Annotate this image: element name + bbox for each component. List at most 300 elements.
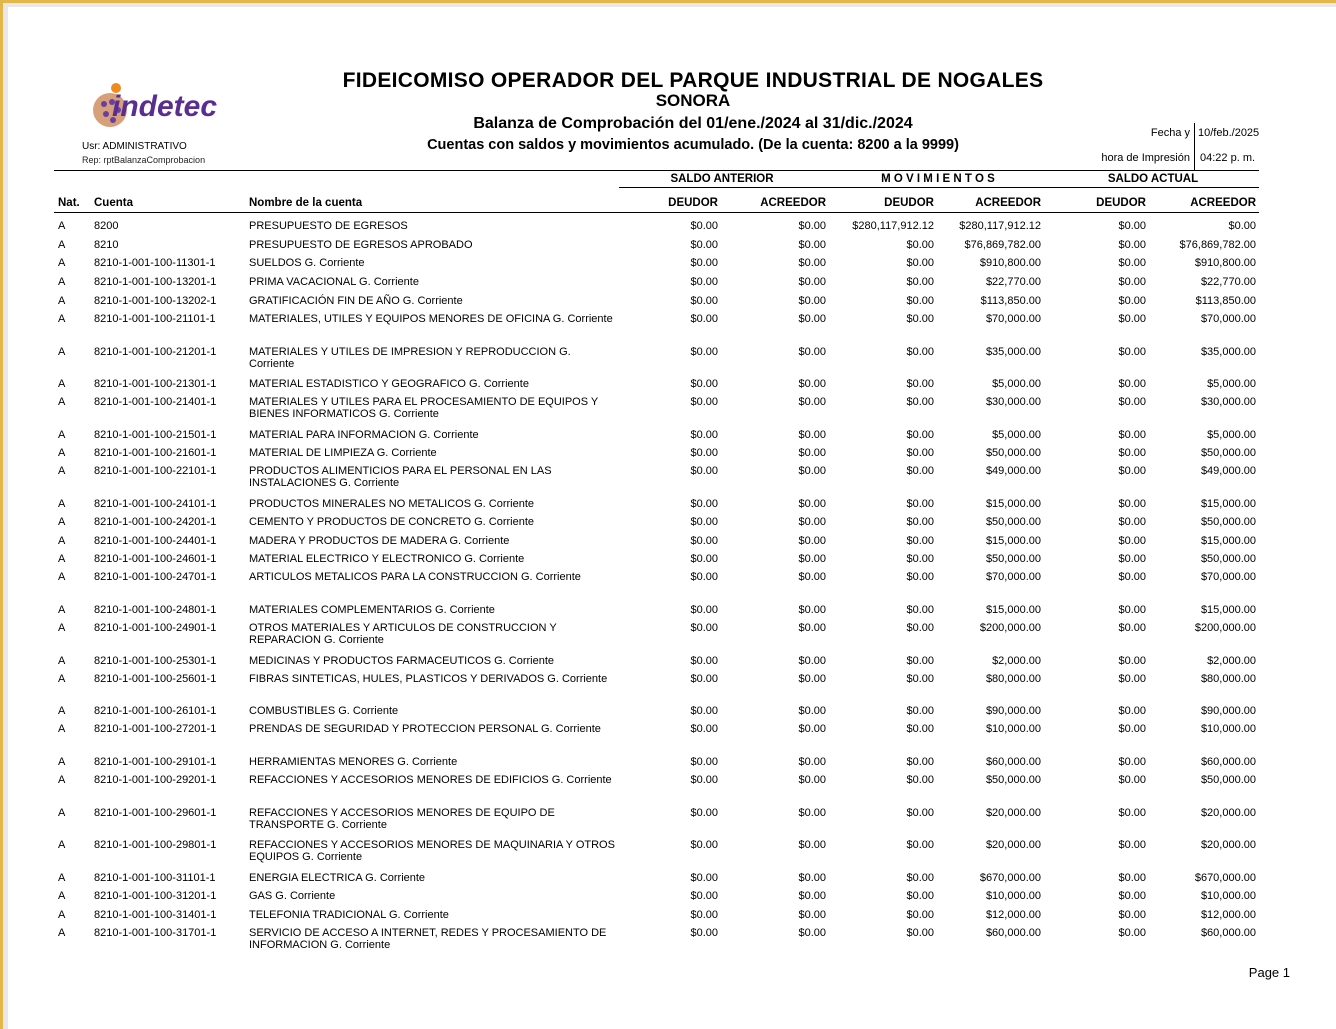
row-saldo-anterior-acreedor: $0.00: [798, 872, 826, 884]
row-saldo-actual-acreedor: $30,000.00: [1200, 396, 1256, 408]
row-nombre: TELEFONIA TRADICIONAL G. Corriente: [249, 909, 449, 921]
row-cuenta: 8210-1-001-100-27201-1: [94, 723, 217, 735]
row-movimientos-acreedor: $35,000.00: [985, 346, 1041, 358]
row-movimientos-deudor: $0.00: [906, 890, 934, 902]
row-saldo-anterior-acreedor: $0.00: [798, 516, 826, 528]
row-nat: A: [58, 396, 66, 408]
row-saldo-anterior-deudor: $0.00: [690, 396, 718, 408]
row-nat: A: [58, 295, 66, 307]
row-saldo-actual-acreedor: $15,000.00: [1200, 604, 1256, 616]
row-nombre: GAS G. Corriente: [249, 890, 336, 902]
row-cuenta: 8210-1-001-100-24101-1: [94, 498, 217, 510]
row-movimientos-deudor: $0.00: [906, 553, 934, 565]
row-nat: A: [58, 220, 66, 232]
row-saldo-anterior-deudor: $0.00: [690, 673, 718, 685]
row-movimientos-deudor: $0.00: [906, 807, 934, 819]
row-cuenta: 8210-1-001-100-24201-1: [94, 516, 217, 528]
row-saldo-anterior-acreedor: $0.00: [798, 220, 826, 232]
print-time: 04:22 p. m.: [1200, 152, 1256, 164]
row-nat: A: [58, 705, 66, 717]
row-saldo-anterior-acreedor: $0.00: [798, 909, 826, 921]
row-movimientos-acreedor: $280,117,912.12: [959, 220, 1041, 232]
row-nat: A: [58, 604, 66, 616]
row-saldo-actual-deudor: $0.00: [1118, 465, 1146, 477]
row-nombre: PRODUCTOS MINERALES NO METALICOS G. Corriente: [249, 498, 535, 510]
row-saldo-actual-deudor: $0.00: [1118, 839, 1146, 851]
row-saldo-anterior-deudor: $0.00: [690, 553, 718, 565]
row-saldo-actual-acreedor: $22,770.00: [1200, 276, 1256, 288]
page-number: Page 1: [1248, 965, 1290, 980]
row-saldo-anterior-acreedor: $0.00: [798, 465, 826, 477]
row-movimientos-deudor: $0.00: [906, 604, 934, 616]
row-saldo-actual-deudor: $0.00: [1118, 396, 1146, 408]
row-movimientos-acreedor: $15,000.00: [985, 604, 1041, 616]
row-nat: A: [58, 756, 66, 768]
row-nombre: PRODUCTOS ALIMENTICIOS PARA EL PERSONAL EN LAS INSTALACIONES G. Corriente: [249, 465, 552, 489]
window-top-border: [0, 0, 1336, 3]
row-movimientos-deudor: $0.00: [906, 257, 934, 269]
row-nombre: REFACCIONES Y ACCESORIOS MENORES DE EDIFICIOS G. Corriente: [249, 774, 612, 786]
row-saldo-actual-deudor: $0.00: [1118, 276, 1146, 288]
row-saldo-anterior-acreedor: $0.00: [798, 723, 826, 735]
col-nat: Nat.: [58, 197, 80, 209]
row-nat: A: [58, 378, 66, 390]
row-movimientos-acreedor: $80,000.00: [985, 673, 1041, 685]
row-cuenta: 8210-1-001-100-29101-1: [94, 756, 217, 768]
row-saldo-actual-deudor: $0.00: [1118, 295, 1146, 307]
row-cuenta: 8210-1-001-100-24401-1: [94, 535, 217, 547]
row-nombre: MATERIALES, UTILES Y EQUIPOS MENORES DE OFICINA G. Corriente: [249, 313, 613, 325]
row-cuenta: 8210-1-001-100-29201-1: [94, 774, 217, 786]
row-cuenta: 8210-1-001-100-29601-1: [94, 807, 217, 819]
row-saldo-actual-acreedor: $50,000.00: [1200, 774, 1256, 786]
row-saldo-actual-deudor: $0.00: [1118, 516, 1146, 528]
row-saldo-anterior-acreedor: $0.00: [798, 447, 826, 459]
col-movimientos-deudor: DEUDOR: [884, 197, 934, 209]
row-saldo-actual-deudor: $0.00: [1118, 622, 1146, 634]
row-saldo-anterior-acreedor: $0.00: [798, 396, 826, 408]
row-movimientos-acreedor: $50,000.00: [985, 447, 1041, 459]
row-saldo-anterior-deudor: $0.00: [690, 447, 718, 459]
row-movimientos-acreedor: $200,000.00: [979, 622, 1041, 634]
report-title: FIDEICOMISO OPERADOR DEL PARQUE INDUSTRIAL DE NOGALES: [342, 69, 1044, 92]
row-movimientos-acreedor: $5,000.00: [992, 429, 1041, 441]
row-saldo-actual-acreedor: $35,000.00: [1200, 346, 1256, 358]
row-cuenta: 8210-1-001-100-21301-1: [94, 378, 217, 390]
row-saldo-anterior-acreedor: $0.00: [798, 622, 826, 634]
row-movimientos-deudor: $0.00: [906, 498, 934, 510]
row-nombre: MEDICINAS Y PRODUCTOS FARMACEUTICOS G. Corriente: [249, 655, 555, 667]
row-saldo-anterior-acreedor: $0.00: [798, 807, 826, 819]
group-saldo-actual: SALDO ACTUAL: [1107, 173, 1199, 185]
row-nat: A: [58, 429, 66, 441]
row-nombre: REFACCIONES Y ACCESORIOS MENORES DE EQUIPO DE TRANSPORTE G. Corriente: [249, 807, 555, 831]
row-nat: A: [58, 313, 66, 325]
row-saldo-anterior-acreedor: $0.00: [798, 313, 826, 325]
row-movimientos-deudor: $0.00: [906, 756, 934, 768]
row-saldo-anterior-acreedor: $0.00: [798, 553, 826, 565]
row-movimientos-acreedor: $70,000.00: [985, 313, 1041, 325]
row-movimientos-deudor: $0.00: [906, 465, 934, 477]
row-saldo-anterior-acreedor: $0.00: [798, 705, 826, 717]
window-left-border: [0, 0, 3, 1029]
group-saldo-anterior: SALDO ANTERIOR: [670, 173, 774, 185]
row-movimientos-acreedor: $15,000.00: [985, 535, 1041, 547]
col-nombre: Nombre de la cuenta: [249, 197, 363, 209]
row-cuenta: 8210-1-001-100-21501-1: [94, 429, 217, 441]
row-movimientos-acreedor: $60,000.00: [985, 756, 1041, 768]
row-nat: A: [58, 346, 66, 358]
row-saldo-anterior-deudor: $0.00: [690, 723, 718, 735]
row-saldo-actual-deudor: $0.00: [1118, 774, 1146, 786]
row-nat: A: [58, 516, 66, 528]
col-saldo-anterior-acreedor: ACREEDOR: [760, 197, 826, 209]
accounts-range-title: Cuentas con saldos y movimientos acumulado. (De la cuenta: 8200 a la 9999): [427, 137, 959, 153]
row-saldo-actual-deudor: $0.00: [1118, 705, 1146, 717]
row-movimientos-acreedor: $90,000.00: [985, 705, 1041, 717]
row-saldo-actual-deudor: $0.00: [1118, 604, 1146, 616]
row-nat: A: [58, 622, 66, 634]
row-saldo-anterior-deudor: $0.00: [690, 705, 718, 717]
row-nombre: PRESUPUESTO DE EGRESOS APROBADO: [249, 239, 473, 251]
row-movimientos-deudor: $0.00: [906, 447, 934, 459]
row-saldo-actual-acreedor: $70,000.00: [1200, 571, 1256, 583]
row-saldo-actual-deudor: $0.00: [1118, 257, 1146, 269]
row-movimientos-deudor: $0.00: [906, 927, 934, 939]
row-saldo-anterior-acreedor: $0.00: [798, 257, 826, 269]
row-nat: A: [58, 498, 66, 510]
row-nat: A: [58, 276, 66, 288]
row-nat: A: [58, 807, 66, 819]
row-nombre: PRESUPUESTO DE EGRESOS: [249, 220, 408, 232]
row-nat: A: [58, 673, 66, 685]
row-saldo-actual-deudor: $0.00: [1118, 909, 1146, 921]
logo-text: indetec: [112, 90, 218, 123]
report-name: Rep: rptBalanzaComprobacion: [82, 155, 206, 165]
row-movimientos-acreedor: $50,000.00: [985, 774, 1041, 786]
report-subtitle: SONORA: [655, 91, 731, 110]
row-cuenta: 8210-1-001-100-31401-1: [94, 909, 217, 921]
row-saldo-actual-acreedor: $200,000.00: [1194, 622, 1256, 634]
row-saldo-anterior-deudor: $0.00: [690, 756, 718, 768]
row-saldo-anterior-deudor: $0.00: [690, 622, 718, 634]
row-cuenta: 8210-1-001-100-31701-1: [94, 927, 217, 939]
row-saldo-anterior-deudor: $0.00: [690, 872, 718, 884]
row-movimientos-deudor: $0.00: [906, 276, 934, 288]
group-rule: [619, 187, 1259, 188]
row-cuenta: 8210-1-001-100-31101-1: [94, 872, 216, 884]
row-saldo-anterior-deudor: $0.00: [690, 465, 718, 477]
row-nat: A: [58, 890, 66, 902]
row-saldo-anterior-acreedor: $0.00: [798, 890, 826, 902]
row-saldo-anterior-deudor: $0.00: [690, 807, 718, 819]
row-movimientos-acreedor: $60,000.00: [985, 927, 1041, 939]
row-nombre: MATERIALES Y UTILES PARA EL PROCESAMIENTO DE EQUIPOS Y BIENES INFORMATICOS G. Corriente: [249, 396, 599, 420]
row-saldo-actual-deudor: $0.00: [1118, 447, 1146, 459]
row-saldo-actual-deudor: $0.00: [1118, 313, 1146, 325]
row-saldo-anterior-acreedor: $0.00: [798, 673, 826, 685]
row-nombre: OTROS MATERIALES Y ARTICULOS DE CONSTRUCCION Y REPARACION G. Corriente: [249, 622, 557, 646]
row-cuenta: 8210-1-001-100-13201-1: [94, 276, 217, 288]
row-cuenta: 8210-1-001-100-21601-1: [94, 447, 217, 459]
row-saldo-actual-deudor: $0.00: [1118, 378, 1146, 390]
row-saldo-actual-acreedor: $80,000.00: [1200, 673, 1256, 685]
user-label: Usr: ADMINISTRATIVO: [82, 141, 187, 152]
row-nat: A: [58, 774, 66, 786]
row-saldo-actual-acreedor: $10,000.00: [1200, 723, 1256, 735]
row-saldo-actual-deudor: $0.00: [1118, 890, 1146, 902]
row-saldo-anterior-acreedor: $0.00: [798, 295, 826, 307]
row-nombre: SERVICIO DE ACCESO A INTERNET, REDES Y PROCESAMIENTO DE INFORMACION G. Corriente: [249, 927, 607, 951]
row-saldo-anterior-deudor: $0.00: [690, 604, 718, 616]
row-saldo-actual-acreedor: $20,000.00: [1200, 807, 1256, 819]
row-saldo-anterior-acreedor: $0.00: [798, 239, 826, 251]
row-saldo-anterior-acreedor: $0.00: [798, 535, 826, 547]
row-saldo-actual-acreedor: $49,000.00: [1200, 465, 1256, 477]
row-cuenta: 8210-1-001-100-26101-1: [94, 705, 217, 717]
row-saldo-anterior-acreedor: $0.00: [798, 604, 826, 616]
row-saldo-anterior-acreedor: $0.00: [798, 378, 826, 390]
row-nat: A: [58, 447, 66, 459]
row-saldo-actual-deudor: $0.00: [1118, 927, 1146, 939]
row-saldo-actual-acreedor: $15,000.00: [1200, 535, 1256, 547]
row-nat: A: [58, 553, 66, 565]
row-saldo-anterior-deudor: $0.00: [690, 927, 718, 939]
row-movimientos-deudor: $0.00: [906, 429, 934, 441]
row-saldo-anterior-acreedor: $0.00: [798, 756, 826, 768]
row-saldo-anterior-deudor: $0.00: [690, 239, 718, 251]
row-nat: A: [58, 872, 66, 884]
row-saldo-anterior-deudor: $0.00: [690, 295, 718, 307]
row-saldo-anterior-deudor: $0.00: [690, 378, 718, 390]
row-movimientos-acreedor: $910,800.00: [979, 257, 1041, 269]
row-saldo-actual-acreedor: $50,000.00: [1200, 516, 1256, 528]
row-saldo-actual-acreedor: $50,000.00: [1200, 447, 1256, 459]
row-movimientos-deudor: $0.00: [906, 516, 934, 528]
row-movimientos-deudor: $0.00: [906, 673, 934, 685]
row-saldo-actual-acreedor: $910,800.00: [1194, 257, 1256, 269]
row-saldo-actual-acreedor: $50,000.00: [1200, 553, 1256, 565]
row-nombre: SUELDOS G. Corriente: [249, 257, 365, 269]
row-movimientos-acreedor: $22,770.00: [985, 276, 1041, 288]
row-movimientos-deudor: $0.00: [906, 723, 934, 735]
row-saldo-anterior-deudor: $0.00: [690, 774, 718, 786]
row-saldo-actual-deudor: $0.00: [1118, 553, 1146, 565]
row-nombre: ARTICULOS METALICOS PARA LA CONSTRUCCION G. Corriente: [249, 571, 581, 583]
row-saldo-anterior-deudor: $0.00: [690, 655, 718, 667]
row-nat: A: [58, 927, 66, 939]
row-saldo-actual-deudor: $0.00: [1118, 673, 1146, 685]
row-nat: A: [58, 655, 66, 667]
col-saldo-actual-acreedor: ACREEDOR: [1190, 197, 1256, 209]
row-saldo-actual-deudor: $0.00: [1118, 346, 1146, 358]
row-cuenta: 8210-1-001-100-21401-1: [94, 396, 217, 408]
row-movimientos-deudor: $0.00: [906, 396, 934, 408]
row-saldo-anterior-acreedor: $0.00: [798, 927, 826, 939]
indetec-logo: [82, 74, 257, 134]
row-movimientos-acreedor: $5,000.00: [992, 378, 1041, 390]
row-nombre: REFACCIONES Y ACCESORIOS MENORES DE MAQUINARIA Y OTROS EQUIPOS G. Corriente: [249, 839, 615, 863]
row-saldo-actual-acreedor: $670,000.00: [1194, 872, 1256, 884]
header-rule-top: [54, 170, 1259, 171]
row-saldo-actual-acreedor: $90,000.00: [1200, 705, 1256, 717]
row-movimientos-acreedor: $10,000.00: [985, 723, 1041, 735]
row-movimientos-deudor: $280,117,912.12: [852, 220, 934, 232]
row-cuenta: 8200: [94, 220, 119, 232]
row-saldo-actual-acreedor: $0.00: [1228, 220, 1256, 232]
row-saldo-anterior-acreedor: $0.00: [798, 498, 826, 510]
row-saldo-actual-acreedor: $10,000.00: [1200, 890, 1256, 902]
header-rule-bottom: [54, 212, 1259, 213]
row-saldo-anterior-deudor: $0.00: [690, 839, 718, 851]
row-saldo-actual-deudor: $0.00: [1118, 535, 1146, 547]
col-saldo-actual-deudor: DEUDOR: [1096, 197, 1146, 209]
row-cuenta: 8210-1-001-100-24801-1: [94, 604, 217, 616]
row-nombre: MADERA Y PRODUCTOS DE MADERA G. Corriente: [249, 535, 510, 547]
row-saldo-anterior-deudor: $0.00: [690, 516, 718, 528]
time-label: hora de Impresión: [1101, 152, 1190, 164]
row-movimientos-deudor: $0.00: [906, 571, 934, 583]
col-saldo-anterior-deudor: DEUDOR: [668, 197, 718, 209]
row-nat: A: [58, 257, 66, 269]
row-cuenta: 8210-1-001-100-13202-1: [94, 295, 217, 307]
row-cuenta: 8210-1-001-100-29801-1: [94, 839, 217, 851]
row-saldo-anterior-acreedor: $0.00: [798, 655, 826, 667]
row-movimientos-acreedor: $70,000.00: [985, 571, 1041, 583]
row-movimientos-acreedor: $10,000.00: [985, 890, 1041, 902]
row-movimientos-deudor: $0.00: [906, 909, 934, 921]
row-nombre: MATERIAL ELECTRICO Y ELECTRONICO G. Corriente: [249, 553, 525, 565]
row-nombre: FIBRAS SINTETICAS, HULES, PLASTICOS Y DERIVADOS G. Corriente: [249, 673, 608, 685]
row-movimientos-deudor: $0.00: [906, 622, 934, 634]
row-nat: A: [58, 465, 66, 477]
row-saldo-actual-acreedor: $12,000.00: [1200, 909, 1256, 921]
row-nombre: GRATIFICACIÓN FIN DE AÑO G. Corriente: [249, 295, 463, 307]
row-movimientos-acreedor: $15,000.00: [985, 498, 1041, 510]
row-saldo-actual-deudor: $0.00: [1118, 571, 1146, 583]
row-saldo-anterior-acreedor: $0.00: [798, 839, 826, 851]
row-cuenta: 8210-1-001-100-11301-1: [94, 257, 216, 269]
row-movimientos-acreedor: $49,000.00: [985, 465, 1041, 477]
row-movimientos-deudor: $0.00: [906, 346, 934, 358]
row-movimientos-deudor: $0.00: [906, 295, 934, 307]
row-saldo-actual-acreedor: $15,000.00: [1200, 498, 1256, 510]
row-movimientos-acreedor: $30,000.00: [985, 396, 1041, 408]
row-saldo-actual-acreedor: $60,000.00: [1200, 756, 1256, 768]
row-nat: A: [58, 239, 66, 251]
row-nombre: ENERGIA ELECTRICA G. Corriente: [249, 872, 426, 884]
row-movimientos-acreedor: $20,000.00: [985, 839, 1041, 851]
row-movimientos-acreedor: $50,000.00: [985, 516, 1041, 528]
row-saldo-actual-deudor: $0.00: [1118, 239, 1146, 251]
row-saldo-anterior-deudor: $0.00: [690, 276, 718, 288]
row-cuenta: 8210-1-001-100-24701-1: [94, 571, 217, 583]
row-saldo-anterior-deudor: $0.00: [690, 429, 718, 441]
balance-title: Balanza de Comprobación del 01/ene./2024 al 31/dic./2024: [473, 115, 913, 132]
row-cuenta: 8210: [94, 239, 119, 251]
row-cuenta: 8210-1-001-100-21101-1: [94, 313, 216, 325]
print-date: 10/feb./2025: [1198, 127, 1260, 139]
row-saldo-actual-acreedor: $70,000.00: [1200, 313, 1256, 325]
date-label: Fecha y: [1150, 127, 1190, 139]
row-saldo-actual-deudor: $0.00: [1118, 429, 1146, 441]
row-nat: A: [58, 839, 66, 851]
row-cuenta: 8210-1-001-100-22101-1: [94, 465, 217, 477]
row-movimientos-deudor: $0.00: [906, 313, 934, 325]
row-nombre: MATERIAL DE LIMPIEZA G. Corriente: [249, 447, 437, 459]
row-nat: A: [58, 909, 66, 921]
row-cuenta: 8210-1-001-100-25601-1: [94, 673, 217, 685]
row-cuenta: 8210-1-001-100-24601-1: [94, 553, 217, 565]
row-movimientos-acreedor: $20,000.00: [985, 807, 1041, 819]
row-cuenta: 8210-1-001-100-21201-1: [94, 346, 217, 358]
row-cuenta: 8210-1-001-100-31201-1: [94, 890, 217, 902]
row-saldo-actual-deudor: $0.00: [1118, 723, 1146, 735]
row-nat: A: [58, 723, 66, 735]
row-saldo-anterior-deudor: $0.00: [690, 346, 718, 358]
row-movimientos-acreedor: $2,000.00: [992, 655, 1041, 667]
row-saldo-actual-acreedor: $76,869,782.00: [1179, 239, 1256, 251]
row-saldo-actual-acreedor: $113,850.00: [1195, 295, 1256, 307]
row-movimientos-deudor: $0.00: [906, 655, 934, 667]
row-saldo-anterior-acreedor: $0.00: [798, 429, 826, 441]
row-movimientos-acreedor: $50,000.00: [985, 553, 1041, 565]
row-saldo-anterior-acreedor: $0.00: [798, 571, 826, 583]
row-movimientos-deudor: $0.00: [906, 535, 934, 547]
row-saldo-actual-deudor: $0.00: [1118, 807, 1146, 819]
row-saldo-anterior-acreedor: $0.00: [798, 276, 826, 288]
row-movimientos-acreedor: $76,869,782.00: [964, 239, 1041, 251]
row-movimientos-deudor: $0.00: [906, 774, 934, 786]
row-saldo-anterior-acreedor: $0.00: [798, 774, 826, 786]
row-saldo-anterior-deudor: $0.00: [690, 909, 718, 921]
row-movimientos-deudor: $0.00: [906, 239, 934, 251]
row-nombre: PRENDAS DE SEGURIDAD Y PROTECCION PERSONAL G. Corriente: [249, 723, 601, 735]
row-nombre: COMBUSTIBLES G. Corriente: [249, 705, 399, 717]
row-saldo-actual-deudor: $0.00: [1118, 872, 1146, 884]
row-movimientos-acreedor: $670,000.00: [979, 872, 1041, 884]
row-saldo-actual-acreedor: $5,000.00: [1207, 429, 1256, 441]
row-saldo-anterior-deudor: $0.00: [690, 220, 718, 232]
row-saldo-anterior-deudor: $0.00: [690, 498, 718, 510]
row-saldo-anterior-deudor: $0.00: [690, 890, 718, 902]
row-saldo-actual-acreedor: $2,000.00: [1207, 655, 1256, 667]
row-saldo-anterior-deudor: $0.00: [690, 535, 718, 547]
row-cuenta: 8210-1-001-100-25301-1: [94, 655, 217, 667]
row-saldo-actual-acreedor: $60,000.00: [1200, 927, 1256, 939]
row-movimientos-deudor: $0.00: [906, 839, 934, 851]
row-saldo-actual-deudor: $0.00: [1118, 655, 1146, 667]
row-saldo-actual-acreedor: $5,000.00: [1207, 378, 1256, 390]
row-saldo-anterior-deudor: $0.00: [690, 313, 718, 325]
row-saldo-anterior-deudor: $0.00: [690, 571, 718, 583]
date-divider: [1194, 123, 1195, 171]
row-nombre: MATERIALES Y UTILES DE IMPRESION Y REPRODUCCION G. Corriente: [249, 346, 571, 370]
row-saldo-anterior-acreedor: $0.00: [798, 346, 826, 358]
group-movimientos: M O V I M I E N T O S: [881, 173, 995, 185]
row-nombre: MATERIALES COMPLEMENTARIOS G. Corriente: [249, 604, 495, 616]
row-saldo-actual-deudor: $0.00: [1118, 498, 1146, 510]
col-movimientos-acreedor: ACREEDOR: [975, 197, 1041, 209]
row-saldo-anterior-deudor: $0.00: [690, 257, 718, 269]
report-page: [8, 7, 1336, 1029]
row-saldo-actual-deudor: $0.00: [1118, 756, 1146, 768]
row-nombre: CEMENTO Y PRODUCTOS DE CONCRETO G. Corriente: [249, 516, 535, 528]
col-cuenta: Cuenta: [94, 197, 133, 209]
row-nombre: HERRAMIENTAS MENORES G. Corriente: [249, 756, 458, 768]
row-nat: A: [58, 571, 66, 583]
row-movimientos-acreedor: $12,000.00: [985, 909, 1041, 921]
